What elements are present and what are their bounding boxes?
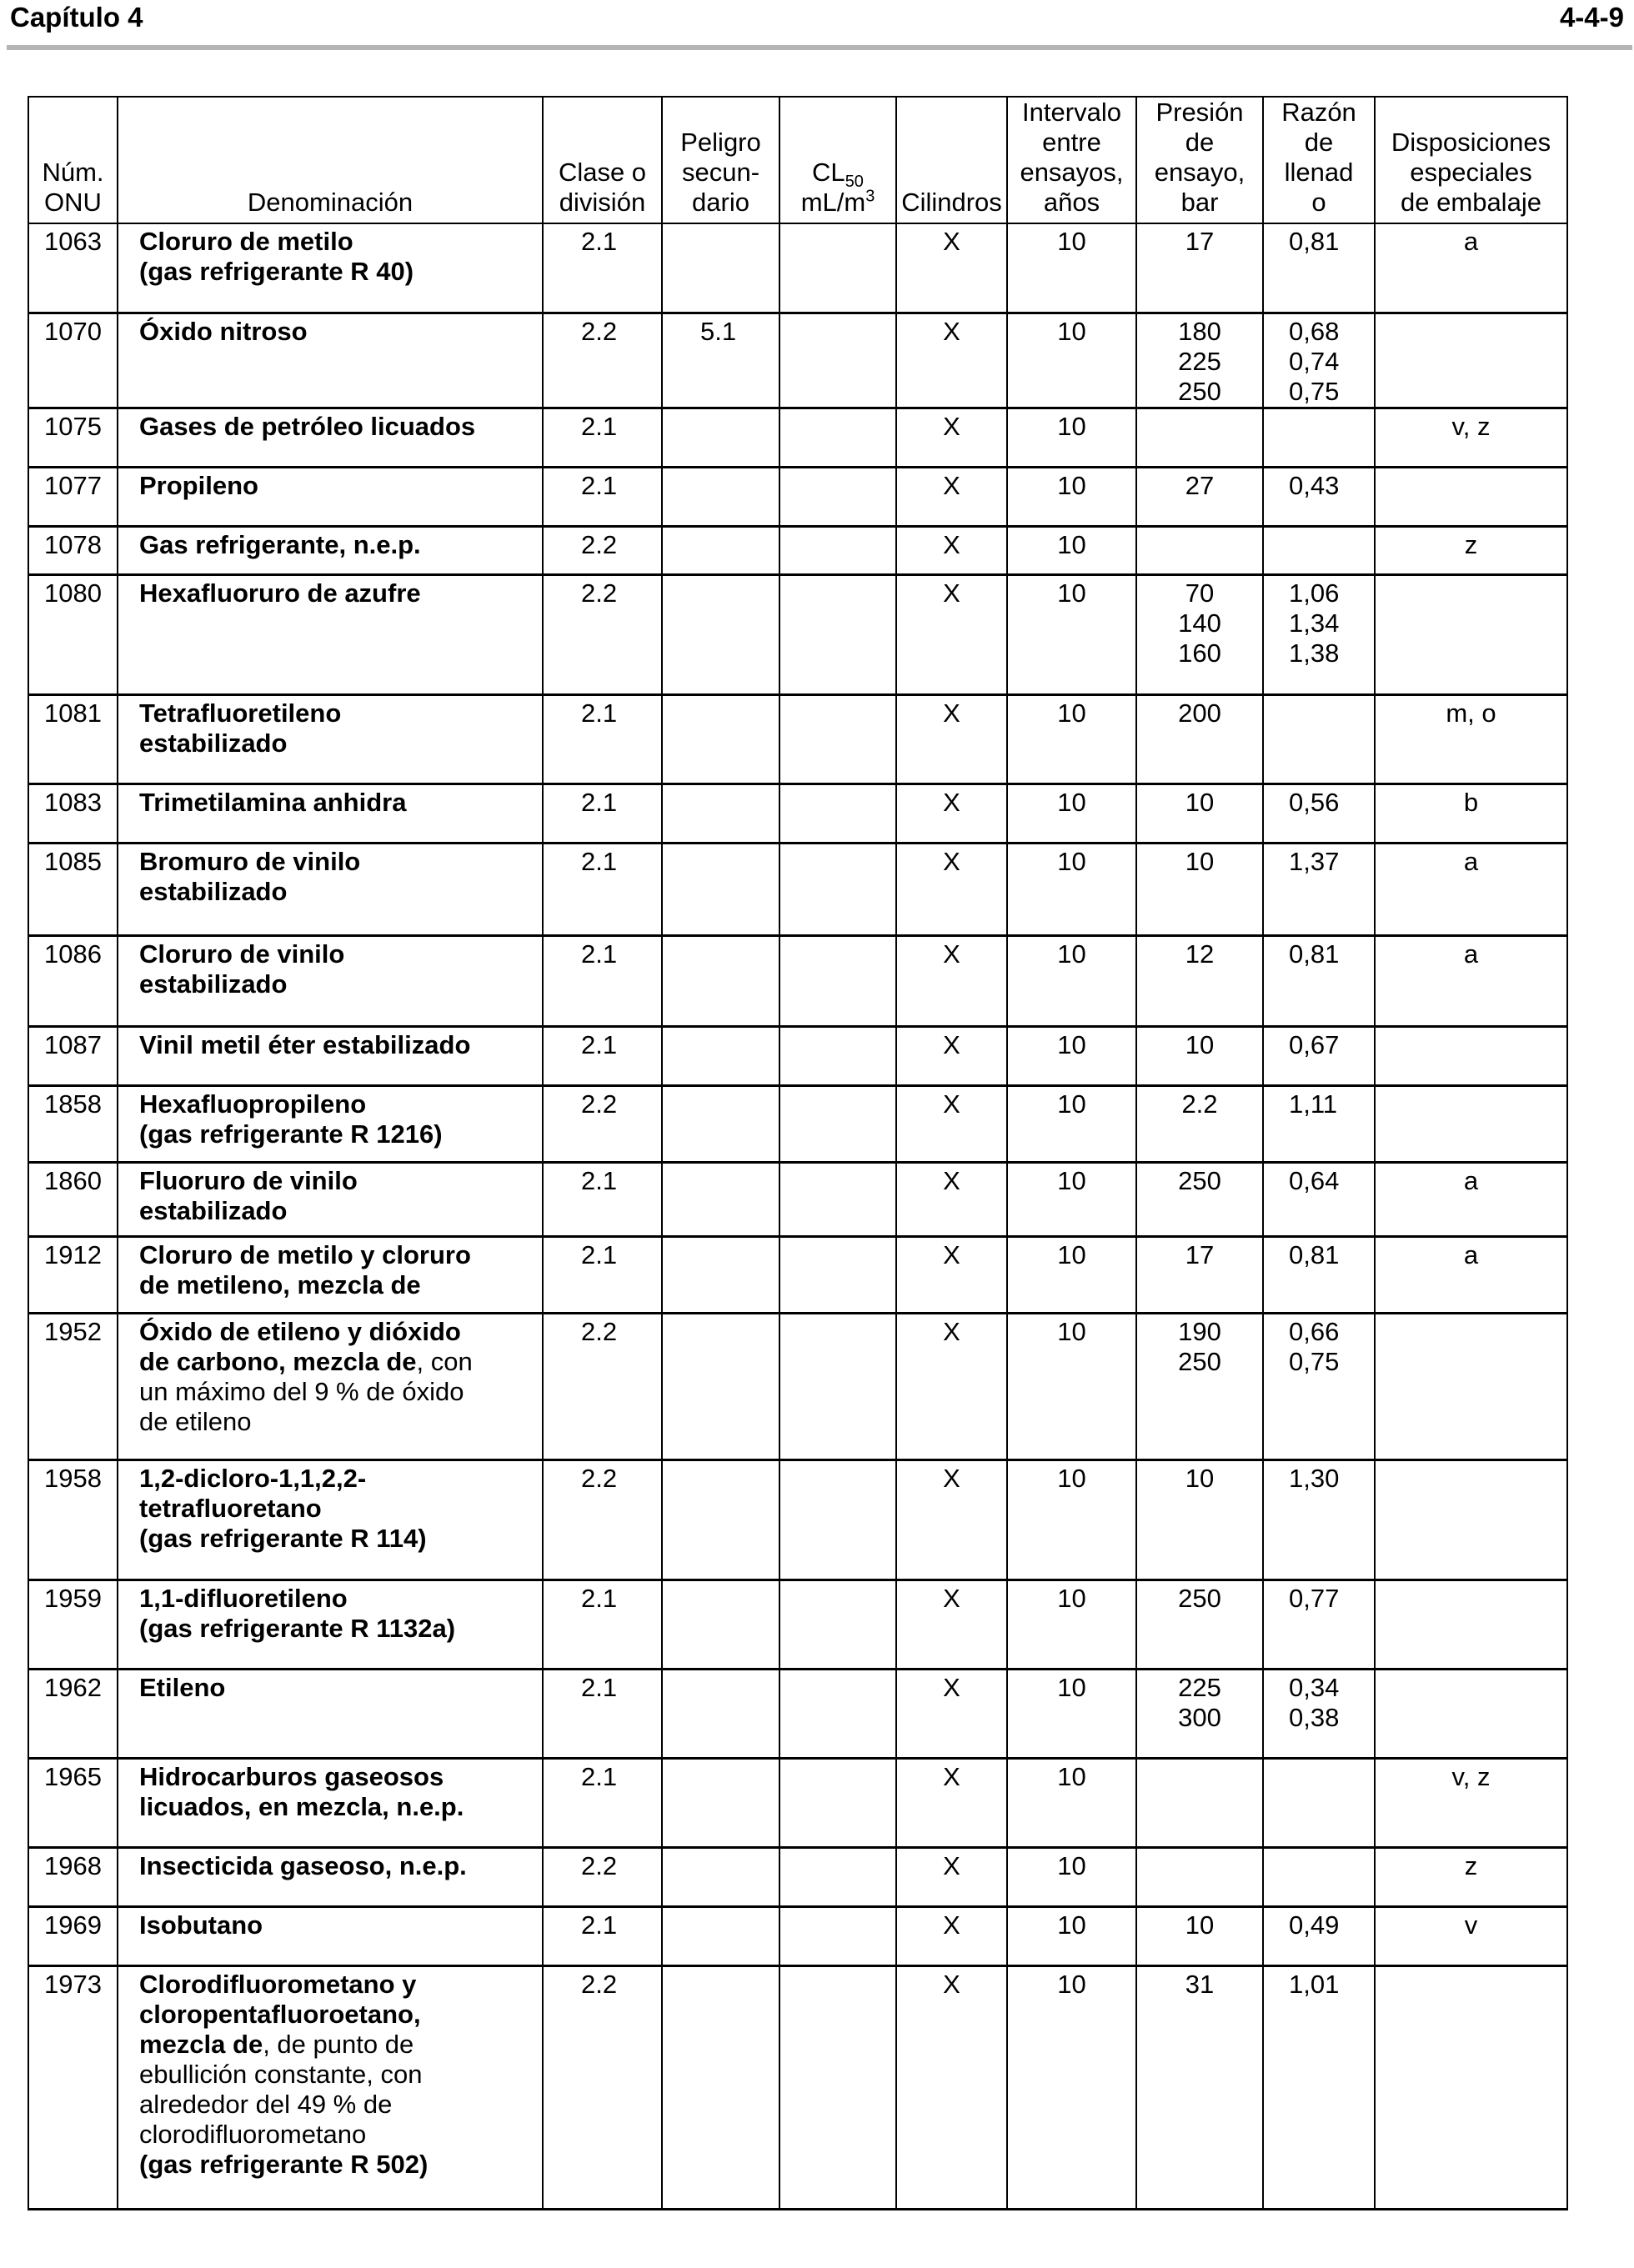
test-pressure: 190 250 <box>1136 1313 1263 1459</box>
test-interval: 10 <box>1007 467 1136 526</box>
secondary-hazard <box>662 467 779 526</box>
secondary-hazard <box>662 1847 779 1906</box>
class-division: 2.2 <box>543 526 662 574</box>
lc50-value <box>779 1758 896 1847</box>
table-row <box>28 1758 1567 1847</box>
secondary-hazard <box>662 784 779 843</box>
lc50-value <box>779 1459 896 1580</box>
col-header-class: Clase o división <box>543 97 662 223</box>
packing-provisions: v, z <box>1375 408 1567 467</box>
substance-name-bold: 1,2-dicloro-1,1,2,2- tetrafluoretano (gas refrigerante R 114) <box>139 1463 427 1553</box>
cylinders-mark: X <box>896 1847 1007 1906</box>
substance-name <box>118 1026 543 1085</box>
packing-provisions <box>1375 467 1567 526</box>
lc50-value <box>779 467 896 526</box>
table-row <box>28 408 1567 467</box>
class-division: 2.1 <box>543 694 662 784</box>
test-interval: 10 <box>1007 1906 1136 1965</box>
cylinders-mark: X <box>896 526 1007 574</box>
lc50-value <box>779 1669 896 1758</box>
table-row <box>28 1162 1567 1236</box>
filling-ratio: 1,11 <box>1263 1085 1375 1162</box>
cylinders-mark: X <box>896 1906 1007 1965</box>
table-row <box>28 1669 1567 1758</box>
substance-name-note: , de punto de ebullición constante, con alrededor del 49 % de clorodifluorometano <box>139 2029 423 2149</box>
substance-name-bold: Fluoruro de vinilo estabilizado <box>139 1165 358 1225</box>
packing-provisions <box>1375 1085 1567 1162</box>
filling-ratio <box>1263 1847 1375 1906</box>
filling-ratio: 0,64 <box>1263 1162 1375 1236</box>
class-division: 2.1 <box>543 935 662 1026</box>
packing-provisions: v, z <box>1375 1758 1567 1847</box>
cylinders-mark: X <box>896 1758 1007 1847</box>
class-division: 2.1 <box>543 1669 662 1758</box>
cylinders-mark: X <box>896 1669 1007 1758</box>
class-division: 2.1 <box>543 223 662 313</box>
filling-ratio: 0,56 <box>1263 784 1375 843</box>
cylinders-mark: X <box>896 1162 1007 1236</box>
substance-name <box>118 1459 543 1580</box>
packing-provisions <box>1375 1580 1567 1669</box>
substance-name-bold: 1,1-difluoretileno (gas refrigerante R 1132a) <box>139 1583 456 1643</box>
packing-provisions: z <box>1375 1847 1567 1906</box>
substance-name <box>118 408 543 467</box>
class-division: 2.1 <box>543 1162 662 1236</box>
substance-name <box>118 1236 543 1313</box>
substance-name-bold: Tetrafluoretileno estabilizado <box>139 698 342 758</box>
substance-name <box>118 843 543 935</box>
substance-name-bold: Propileno <box>139 470 258 500</box>
table-row <box>28 223 1567 313</box>
packing-provisions: z <box>1375 526 1567 574</box>
table-row <box>28 574 1567 694</box>
un-number: 1085 <box>28 843 118 935</box>
substance-name-bold: Óxido nitroso <box>139 316 308 346</box>
class-division: 2.1 <box>543 408 662 467</box>
table-row <box>28 1313 1567 1459</box>
table-row <box>28 313 1567 408</box>
substance-name <box>118 223 543 313</box>
test-interval: 10 <box>1007 1580 1136 1669</box>
cylinders-mark: X <box>896 784 1007 843</box>
secondary-hazard: 5.1 <box>662 313 779 408</box>
test-interval: 10 <box>1007 784 1136 843</box>
un-number: 1070 <box>28 313 118 408</box>
test-pressure: 10 <box>1136 1026 1263 1085</box>
secondary-hazard <box>662 935 779 1026</box>
secondary-hazard <box>662 1580 779 1669</box>
substance-name-bold: Cloruro de metilo y cloruro de metileno, mezcla de <box>139 1239 471 1299</box>
cylinders-mark: X <box>896 694 1007 784</box>
class-division: 2.2 <box>543 313 662 408</box>
header-rule <box>7 45 1632 50</box>
filling-ratio <box>1263 408 1375 467</box>
class-division: 2.1 <box>543 784 662 843</box>
col-header-secondary: Peligro secun- dario <box>662 97 779 223</box>
test-pressure: 180 225 250 <box>1136 313 1263 408</box>
page-number: 4-4-9 <box>1559 2 1624 33</box>
un-number: 1959 <box>28 1580 118 1669</box>
secondary-hazard <box>662 1906 779 1965</box>
lc50-value <box>779 784 896 843</box>
substance-name <box>118 1162 543 1236</box>
packing-provisions: a <box>1375 935 1567 1026</box>
filling-ratio: 1,30 <box>1263 1459 1375 1580</box>
packing-provisions: v <box>1375 1906 1567 1965</box>
test-pressure: 10 <box>1136 784 1263 843</box>
test-pressure: 250 <box>1136 1580 1263 1669</box>
lc50-value <box>779 313 896 408</box>
test-pressure: 10 <box>1136 1459 1263 1580</box>
test-pressure: 17 <box>1136 1236 1263 1313</box>
filling-ratio: 0,66 0,75 <box>1263 1313 1375 1459</box>
lc50-value <box>779 1085 896 1162</box>
col-header-lc50 <box>779 97 896 223</box>
class-division: 2.1 <box>543 1906 662 1965</box>
un-number: 1081 <box>28 694 118 784</box>
lc50-superscript: 3 <box>865 187 875 206</box>
table-row <box>28 1459 1567 1580</box>
class-division: 2.2 <box>543 1965 662 2209</box>
filling-ratio <box>1263 1758 1375 1847</box>
col-header-filling: Razón de llenad o <box>1263 97 1375 223</box>
secondary-hazard <box>662 843 779 935</box>
substance-name <box>118 1847 543 1906</box>
test-interval: 10 <box>1007 1965 1136 2209</box>
lc50-value <box>779 1906 896 1965</box>
substance-name-bold: Isobutano <box>139 1910 263 1940</box>
test-interval: 10 <box>1007 1162 1136 1236</box>
secondary-hazard <box>662 1313 779 1459</box>
substance-name-note: , con un máximo del 9 % de óxido de etileno <box>139 1346 473 1436</box>
un-number: 1075 <box>28 408 118 467</box>
filling-ratio: 0,67 <box>1263 1026 1375 1085</box>
lc50-value <box>779 1026 896 1085</box>
filling-ratio: 0,43 <box>1263 467 1375 526</box>
substance-name <box>118 1906 543 1965</box>
test-pressure: 10 <box>1136 843 1263 935</box>
test-pressure: 200 <box>1136 694 1263 784</box>
substance-name-bold: Vinil metil éter estabilizado <box>139 1029 471 1059</box>
substance-name-bold: Hexafluopropileno (gas refrigerante R 1216) <box>139 1089 443 1149</box>
filling-ratio: 0,81 <box>1263 223 1375 313</box>
chapter-title: Capítulo 4 <box>10 2 143 33</box>
filling-ratio: 0,81 <box>1263 1236 1375 1313</box>
secondary-hazard <box>662 1459 779 1580</box>
test-interval: 10 <box>1007 1459 1136 1580</box>
substance-name <box>118 467 543 526</box>
substance-name <box>118 1965 543 2209</box>
test-interval: 10 <box>1007 1085 1136 1162</box>
packing-provisions: m, o <box>1375 694 1567 784</box>
test-pressure <box>1136 526 1263 574</box>
col-header-provisions: Disposiciones especiales de embalaje <box>1375 97 1567 223</box>
lc50-value <box>779 408 896 467</box>
test-pressure: 27 <box>1136 467 1263 526</box>
un-number: 1968 <box>28 1847 118 1906</box>
lc50-value <box>779 223 896 313</box>
test-interval: 10 <box>1007 223 1136 313</box>
test-pressure <box>1136 1758 1263 1847</box>
secondary-hazard <box>662 526 779 574</box>
substance-name-bold: Cloruro de metilo (gas refrigerante R 40) <box>139 227 414 286</box>
table-row <box>28 935 1567 1026</box>
secondary-hazard <box>662 223 779 313</box>
test-pressure: 70 140 160 <box>1136 574 1263 694</box>
substance-name-bold: Bromuro de vinilo estabilizado <box>139 846 361 906</box>
substance-name <box>118 526 543 574</box>
col-header-un: Núm. ONU <box>28 97 118 223</box>
table-row <box>28 467 1567 526</box>
un-number: 1973 <box>28 1965 118 2209</box>
class-division: 2.1 <box>543 1236 662 1313</box>
cylinders-mark: X <box>896 1085 1007 1162</box>
cylinders-mark: X <box>896 574 1007 694</box>
filling-ratio: 1,01 <box>1263 1965 1375 2209</box>
lc50-value <box>779 694 896 784</box>
class-division: 2.2 <box>543 1313 662 1459</box>
table-body <box>28 223 1567 2209</box>
packing-provisions <box>1375 1965 1567 2209</box>
un-number: 1087 <box>28 1026 118 1085</box>
filling-ratio: 1,37 <box>1263 843 1375 935</box>
un-number: 1063 <box>28 223 118 313</box>
test-pressure: 225 300 <box>1136 1669 1263 1758</box>
packing-provisions <box>1375 1459 1567 1580</box>
un-number: 1965 <box>28 1758 118 1847</box>
dangerous-goods-table <box>28 96 1568 2210</box>
col-header-interval: Intervalo entre ensayos, años <box>1007 97 1136 223</box>
un-number: 1952 <box>28 1313 118 1459</box>
substance-name-bold: Etileno <box>139 1672 226 1702</box>
class-division: 2.2 <box>543 1085 662 1162</box>
substance-name <box>118 1313 543 1459</box>
filling-ratio <box>1263 526 1375 574</box>
un-number: 1080 <box>28 574 118 694</box>
cylinders-mark: X <box>896 467 1007 526</box>
substance-name <box>118 313 543 408</box>
cylinders-mark: X <box>896 1313 1007 1459</box>
un-number: 1962 <box>28 1669 118 1758</box>
substance-name <box>118 574 543 694</box>
lc50-value <box>779 935 896 1026</box>
packing-provisions: a <box>1375 843 1567 935</box>
cylinders-mark: X <box>896 1459 1007 1580</box>
filling-ratio: 1,06 1,34 1,38 <box>1263 574 1375 694</box>
un-number: 1858 <box>28 1085 118 1162</box>
cylinders-mark: X <box>896 1965 1007 2209</box>
substance-name <box>118 694 543 784</box>
substance-name-bold: Hidrocarburos gaseosos licuados, en mezcla, n.e.p. <box>139 1761 464 1821</box>
test-interval: 10 <box>1007 694 1136 784</box>
secondary-hazard <box>662 574 779 694</box>
filling-ratio: 0,81 <box>1263 935 1375 1026</box>
filling-ratio: 0,77 <box>1263 1580 1375 1669</box>
secondary-hazard <box>662 408 779 467</box>
un-number: 1077 <box>28 467 118 526</box>
test-pressure: 17 <box>1136 223 1263 313</box>
packing-provisions: a <box>1375 223 1567 313</box>
class-division: 2.1 <box>543 843 662 935</box>
substance-name <box>118 935 543 1026</box>
lc50-value <box>779 574 896 694</box>
cylinders-mark: X <box>896 1026 1007 1085</box>
table-row <box>28 843 1567 935</box>
un-number: 1969 <box>28 1906 118 1965</box>
class-division: 2.1 <box>543 1026 662 1085</box>
substance-name <box>118 784 543 843</box>
lc50-value <box>779 843 896 935</box>
substance-name <box>118 1758 543 1847</box>
test-interval: 10 <box>1007 843 1136 935</box>
substance-name-bold: Cloruro de vinilo estabilizado <box>139 939 345 999</box>
un-number: 1958 <box>28 1459 118 1580</box>
cylinders-mark: X <box>896 408 1007 467</box>
table-row <box>28 1236 1567 1313</box>
table-row <box>28 1847 1567 1906</box>
cylinders-mark: X <box>896 1236 1007 1313</box>
class-division: 2.2 <box>543 1847 662 1906</box>
test-interval: 10 <box>1007 574 1136 694</box>
test-interval: 10 <box>1007 313 1136 408</box>
lc50-unit: mL/m <box>800 188 866 217</box>
table-row <box>28 1085 1567 1162</box>
test-interval: 10 <box>1007 408 1136 467</box>
lc50-value <box>779 1847 896 1906</box>
test-pressure: 250 <box>1136 1162 1263 1236</box>
secondary-hazard <box>662 1162 779 1236</box>
test-pressure: 10 <box>1136 1906 1263 1965</box>
test-interval: 10 <box>1007 526 1136 574</box>
test-pressure: 2.2 <box>1136 1085 1263 1162</box>
substance-name-bold: Óxido de etileno y dióxido de carbono, mezcla de <box>139 1316 461 1376</box>
packing-provisions: a <box>1375 1162 1567 1236</box>
test-interval: 10 <box>1007 935 1136 1026</box>
packing-provisions: b <box>1375 784 1567 843</box>
table-row <box>28 694 1567 784</box>
packing-provisions <box>1375 574 1567 694</box>
substance-name <box>118 1669 543 1758</box>
substance-name-bold: Insecticida gaseoso, n.e.p. <box>139 1850 467 1880</box>
lc50-value <box>779 1965 896 2209</box>
un-number: 1086 <box>28 935 118 1026</box>
cylinders-mark: X <box>896 843 1007 935</box>
lc50-value <box>779 1580 896 1669</box>
lc50-label: CL <box>812 158 845 187</box>
test-interval: 10 <box>1007 1758 1136 1847</box>
test-interval: 10 <box>1007 1236 1136 1313</box>
test-interval: 10 <box>1007 1847 1136 1906</box>
lc50-value <box>779 526 896 574</box>
substance-name <box>118 1085 543 1162</box>
test-pressure <box>1136 1847 1263 1906</box>
filling-ratio: 0,34 0,38 <box>1263 1669 1375 1758</box>
col-header-pressure: Presión de ensayo, bar <box>1136 97 1263 223</box>
lc50-value <box>779 1162 896 1236</box>
lc50-value <box>779 1236 896 1313</box>
test-interval: 10 <box>1007 1026 1136 1085</box>
packing-provisions <box>1375 1313 1567 1459</box>
cylinders-mark: X <box>896 1580 1007 1669</box>
cylinders-mark: X <box>896 313 1007 408</box>
lc50-subscript: 50 <box>845 173 864 192</box>
substance-name-bold: Clorodifluorometano y cloropentafluoroetano, mezcla de <box>139 1969 421 2059</box>
packing-provisions <box>1375 313 1567 408</box>
packing-provisions <box>1375 1669 1567 1758</box>
lc50-value <box>779 1313 896 1459</box>
un-number: 1078 <box>28 526 118 574</box>
table-header-row <box>28 97 1567 223</box>
secondary-hazard <box>662 694 779 784</box>
class-division: 2.1 <box>543 467 662 526</box>
cylinders-mark: X <box>896 223 1007 313</box>
table-row <box>28 1026 1567 1085</box>
test-interval: 10 <box>1007 1669 1136 1758</box>
un-number: 1083 <box>28 784 118 843</box>
secondary-hazard <box>662 1026 779 1085</box>
table-row <box>28 526 1567 574</box>
substance-name-bold: Gas refrigerante, n.e.p. <box>139 529 421 559</box>
secondary-hazard <box>662 1085 779 1162</box>
un-number: 1912 <box>28 1236 118 1313</box>
filling-ratio: 0,68 0,74 0,75 <box>1263 313 1375 408</box>
col-header-name: Denominación <box>118 97 543 223</box>
substance-name-tail: (gas refrigerante R 502) <box>139 2149 429 2179</box>
filling-ratio: 0,49 <box>1263 1906 1375 1965</box>
test-pressure: 12 <box>1136 935 1263 1026</box>
test-pressure: 31 <box>1136 1965 1263 2209</box>
packing-provisions: a <box>1375 1236 1567 1313</box>
table-row <box>28 1580 1567 1669</box>
un-number: 1860 <box>28 1162 118 1236</box>
class-division: 2.2 <box>543 574 662 694</box>
substance-name-bold: Trimetilamina anhidra <box>139 787 407 817</box>
table-row <box>28 1906 1567 1965</box>
page-header <box>10 0 1624 35</box>
test-interval: 10 <box>1007 1313 1136 1459</box>
col-header-cylinders: Cilindros <box>896 97 1007 223</box>
substance-name <box>118 1580 543 1669</box>
packing-provisions <box>1375 1026 1567 1085</box>
secondary-hazard <box>662 1236 779 1313</box>
substance-name-bold: Gases de petróleo licuados <box>139 411 476 441</box>
secondary-hazard <box>662 1965 779 2209</box>
secondary-hazard <box>662 1758 779 1847</box>
class-division: 2.1 <box>543 1580 662 1669</box>
cylinders-mark: X <box>896 935 1007 1026</box>
filling-ratio <box>1263 694 1375 784</box>
test-pressure <box>1136 408 1263 467</box>
class-division: 2.1 <box>543 1758 662 1847</box>
secondary-hazard <box>662 1669 779 1758</box>
substance-name-bold: Hexafluoruro de azufre <box>139 578 421 608</box>
table-row <box>28 1965 1567 2209</box>
table-row <box>28 784 1567 843</box>
class-division: 2.2 <box>543 1459 662 1580</box>
